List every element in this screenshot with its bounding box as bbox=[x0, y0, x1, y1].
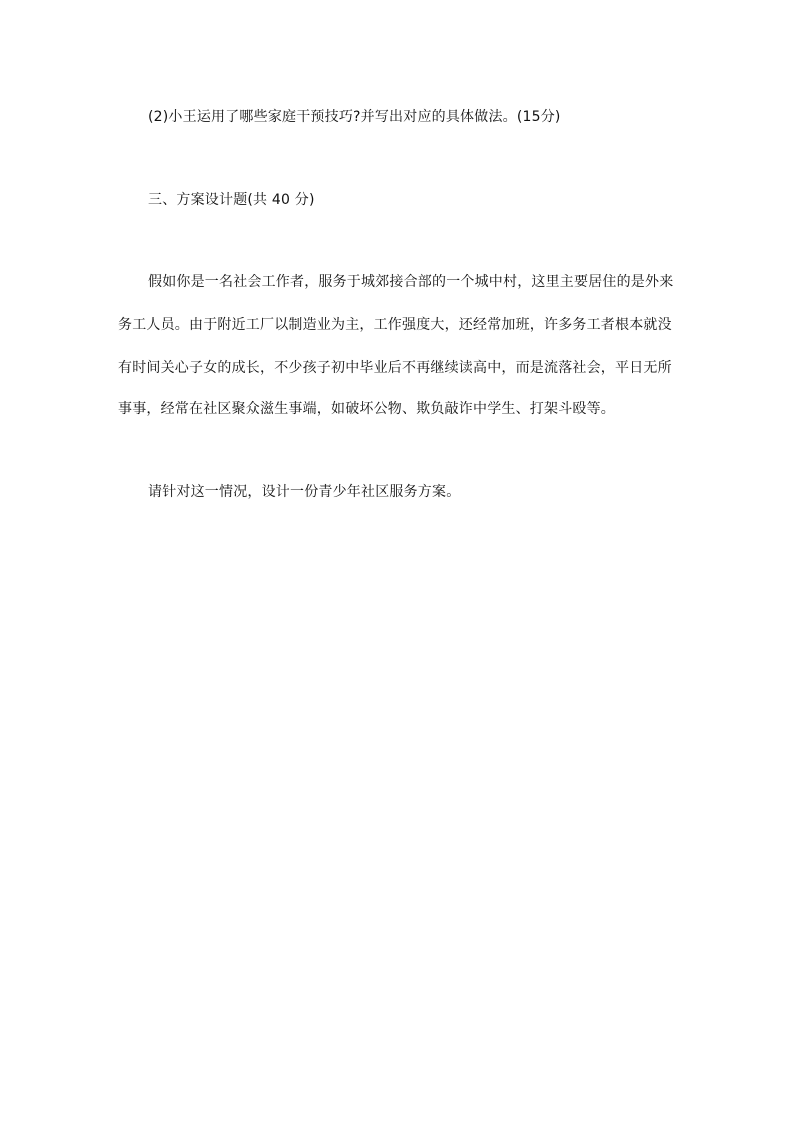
scenario-line-1: 假如你是一名社会工作者，服务于城郊接合部的一个城中村，这里主要居住的是外来 bbox=[148, 274, 674, 290]
scenario-line-2: 务工人员。由于附近工厂以制造业为主，工作强度大，还经常加班，许多务工者根本就没 bbox=[118, 317, 672, 333]
question-2-text: (2)小王运用了哪些家庭干预技巧?并写出对应的具体做法。(15分) bbox=[148, 109, 561, 125]
section-3-heading: 三、方案设计题(共 40 分) bbox=[148, 192, 315, 208]
scenario-line-3: 有时间关心子女的成长，不少孩子初中毕业后不再继续读高中，而是流落社会，平日无所 bbox=[118, 360, 672, 376]
task-request-text: 请针对这一情况，设计一份青少年社区服务方案。 bbox=[148, 484, 461, 500]
scenario-line-4: 事事，经常在社区聚众滋生事端，如破坏公物、欺负敲诈中学生、打架斗殴等。 bbox=[118, 401, 615, 417]
